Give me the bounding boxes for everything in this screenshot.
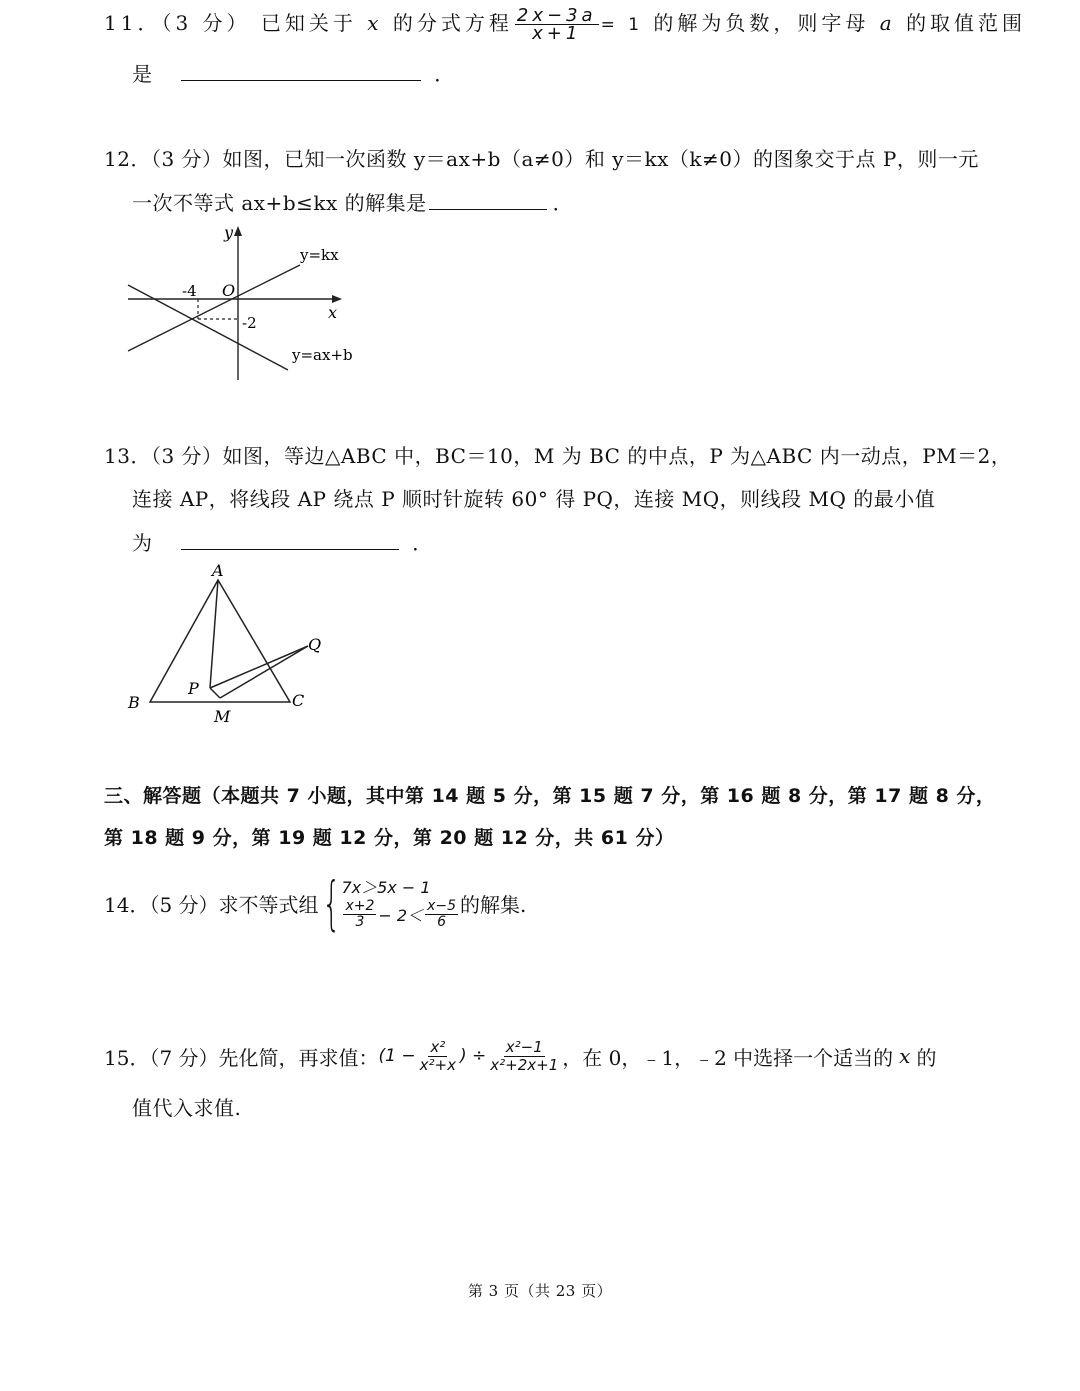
label-c: C [292,691,305,710]
label-a: A [212,561,224,580]
q11-var-x: x [367,11,383,35]
q15-line1 [104,1034,936,1078]
q13-text: 为 [132,531,153,555]
label-b: B [128,693,140,712]
q13-line1: 13．（3 分）如图，等边△ABC 中，BC＝10，M 为 BC 的中点，P 为△ABC 内一动点，PM＝2， [104,444,1012,468]
q11-end: ． [434,62,455,86]
line-axb-label: y=ax+b [292,346,353,364]
q15-prefix: 15．（7 分）先化简，再求值： [104,1045,379,1070]
segment-pm [210,688,220,698]
q13-line2: 连接 AP，将线段 AP 绕点 P 顺时针旋转 60° 得 PQ，连接 MQ，则线段 MQ 的最小值 [132,487,936,511]
q12-answer-blank[interactable] [429,208,547,210]
q15-frac1-den: x²+x [419,1055,456,1074]
q12-text: 一次不等式 ax+b≤kx 的解集是 [132,191,427,215]
segment-ap [210,580,218,688]
q14-frac1-num: x+2 [345,897,375,914]
page-footer: 第 3 页（共 23 页） [467,1282,613,1300]
q14-inequality-2 [341,899,460,930]
q11-line2 [132,58,455,87]
line-y-axb [128,285,288,370]
label-p: P [188,679,199,698]
label-q: Q [308,635,322,654]
q15-suffix2: 的 [916,1045,937,1070]
label-m: M [214,707,231,726]
origin-label: O [222,281,236,300]
line-y-kx [128,265,300,351]
q14-suffix: 的解集. [460,892,527,917]
x-axis-arrow [332,295,342,303]
q11-frac-den: x+1 [532,23,582,44]
q11-score: （3 分） [161,11,251,35]
y-axis-label: y [224,223,234,242]
y-axis-arrow [234,226,242,236]
q15-frac2-den: x²+2x+1 [490,1055,559,1074]
q13-answer-blank[interactable] [181,548,399,550]
q11-var-a: a [879,11,896,35]
q11-text: 的解为负数，则字母 [653,11,870,35]
q14-prefix: 14．（5 分）求不等式组 [104,892,319,917]
section3-heading-line2: 第 18 题 9 分，第 19 题 12 分，第 20 题 12 分，共 61 分） [104,827,675,849]
q15-expression [379,1039,563,1074]
q14-brace: { [321,869,341,937]
q14-system [341,877,460,930]
x-axis-label: x [328,303,338,322]
q14-frac1-den: 3 [355,913,365,930]
q11-text: 是 [132,62,153,86]
q15-open: (1 − [378,1046,416,1066]
q14-frac2-den: 6 [437,913,446,930]
q12-graph [120,220,360,385]
q13-figure [120,560,340,730]
q11-frac-num: 2x−3a [516,5,597,26]
q11-text: 的分式方程 [392,11,513,35]
q14 [104,868,526,938]
q15-close: ) ÷ [459,1046,487,1066]
q15-suffix: ，在 0，﹣1，﹣2 中选择一个适当的 [562,1045,894,1070]
q12-line1: 12．（3 分）如图，已知一次函数 y＝ax+b（a≠0）和 y＝kx（k≠0）的图象交于点 P，则一元 [104,147,979,171]
q11-eq: = 1 [600,15,644,35]
q11-line1 [104,6,1026,42]
q11-text: 已知关于 [260,11,357,35]
q15-frac2-num: x²−1 [505,1037,543,1056]
q15-var-x: x [899,1044,911,1068]
q11-fraction [515,7,599,42]
q14-mid: − 2＜ [378,905,424,925]
segment-pq [210,646,308,688]
section3-heading-line1: 三、解答题（本题共 7 小题，其中第 14 题 5 分，第 15 题 7 分，第 16 题 8 分，第 17 题 8 分， [104,785,996,807]
q15-line2: 值代入求值. [132,1096,242,1120]
q12-end: ． [552,191,574,215]
q15-frac1-num: x² [430,1037,446,1056]
q11-number: 11． [104,11,162,35]
line-kx-label: y=kx [300,246,339,264]
y-tick-label: -2 [242,314,257,332]
q13-end: ． [412,531,433,555]
q11-answer-blank[interactable] [181,79,421,81]
q11-text: 的取值范围 [906,11,1027,35]
x-tick-label: -4 [182,282,197,300]
q13-line3 [132,527,433,556]
q14-frac2-num: x−5 [427,897,456,914]
q14-inequality-1: 7x＞5x − 1 [341,877,431,897]
q12-line2 [132,187,573,216]
